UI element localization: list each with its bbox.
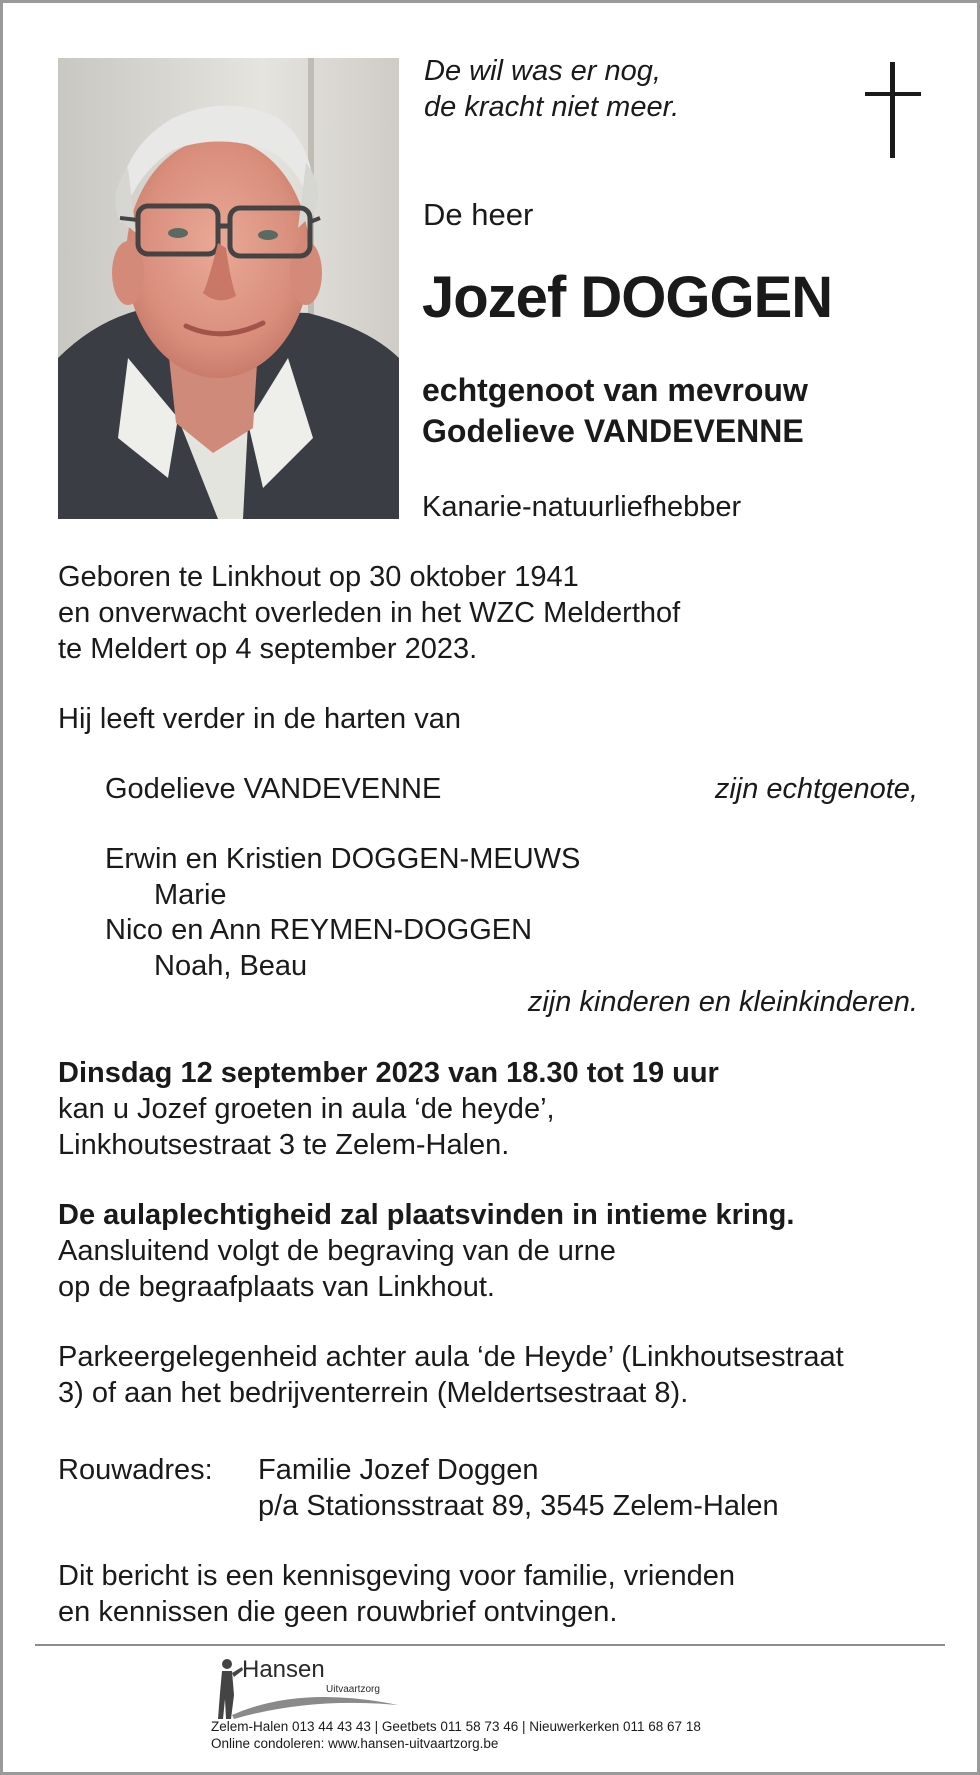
deceased-name: Jozef DOGGEN	[422, 265, 833, 330]
ceremony-line-1: Aansluitend volgt de begraving van de urne	[58, 1235, 616, 1267]
birth-death-line-2: en onverwacht overleden in het WZC Melderthof	[58, 597, 681, 629]
ceremony-line-2: op de begraafplaats van Linkhout.	[58, 1271, 495, 1303]
spouse-line-1: echtgenoot van mevrouw	[422, 372, 808, 408]
visitation-line-2: Linkhoutsestraat 3 te Zelem-Halen.	[58, 1129, 510, 1161]
ceremony-heading: De aulaplechtigheid zal plaatsvinden in intieme kring.	[58, 1199, 795, 1231]
address-label: Rouwadres:	[58, 1454, 213, 1486]
cross-icon	[865, 62, 921, 158]
family-children-role: zijn kinderen en kleinkinderen.	[527, 986, 918, 1018]
logo-name: Hansen	[242, 1656, 325, 1683]
footer-divider	[35, 1644, 945, 1646]
parking-line-2: 3) of aan het bedrijventerrein (Meldertsestraat 8).	[58, 1377, 689, 1409]
family-child-1: Erwin en Kristien DOGGEN-MEUWS	[105, 843, 581, 875]
notice-line-1: Dit bericht is een kennisgeving voor familie, vrienden	[58, 1560, 736, 1592]
notice-line-2: en kennissen die geen rouwbrief ontvingen.	[58, 1596, 618, 1628]
visitation-line-1: kan u Jozef groeten in aula ‘de heyde’,	[58, 1093, 555, 1125]
logo-subtitle: Uitvaartzorg	[326, 1684, 380, 1695]
birth-death-line-3: te Meldert op 4 september 2023.	[58, 633, 478, 665]
parking-line-1: Parkeergelegenheid achter aula ‘de Heyde’ (Linkhoutsestraat	[58, 1341, 844, 1373]
hobby: Kanarie-natuurliefhebber	[422, 491, 742, 523]
family-grandchildren-2: Noah, Beau	[154, 950, 308, 982]
family-spouse-name: Godelieve VANDEVENNE	[105, 773, 442, 805]
portrait-photo	[58, 58, 399, 519]
footer-phones: Zelem-Halen 013 44 43 43 | Geetbets 011 58 73 46 | Nieuwerkerken 011 68 67 18	[211, 1719, 701, 1734]
visitation-heading: Dinsdag 12 september 2023 van 18.30 tot 19 uur	[58, 1057, 719, 1089]
footer-online: Online condoleren: www.hansen-uitvaartzorg.be	[211, 1736, 499, 1751]
family-spouse-role: zijn echtgenote,	[714, 773, 918, 805]
portrait-illustration	[58, 58, 399, 519]
address-line-2: p/a Stationsstraat 89, 3545 Zelem-Halen	[258, 1490, 779, 1522]
family-child-2: Nico en Ann REYMEN-DOGGEN	[105, 914, 533, 946]
spouse-line-2: Godelieve VANDEVENNE	[422, 413, 804, 449]
quote-line-2: de kracht niet meer.	[424, 91, 680, 123]
salutation: De heer	[423, 197, 534, 232]
quote-line-1: De wil was er nog,	[424, 55, 661, 87]
family-grandchildren-1: Marie	[154, 879, 227, 911]
address-line-1: Familie Jozef Doggen	[258, 1454, 539, 1486]
survived-intro: Hij leeft verder in de harten van	[58, 703, 461, 735]
birth-death-line-1: Geboren te Linkhout op 30 oktober 1941	[58, 561, 579, 593]
